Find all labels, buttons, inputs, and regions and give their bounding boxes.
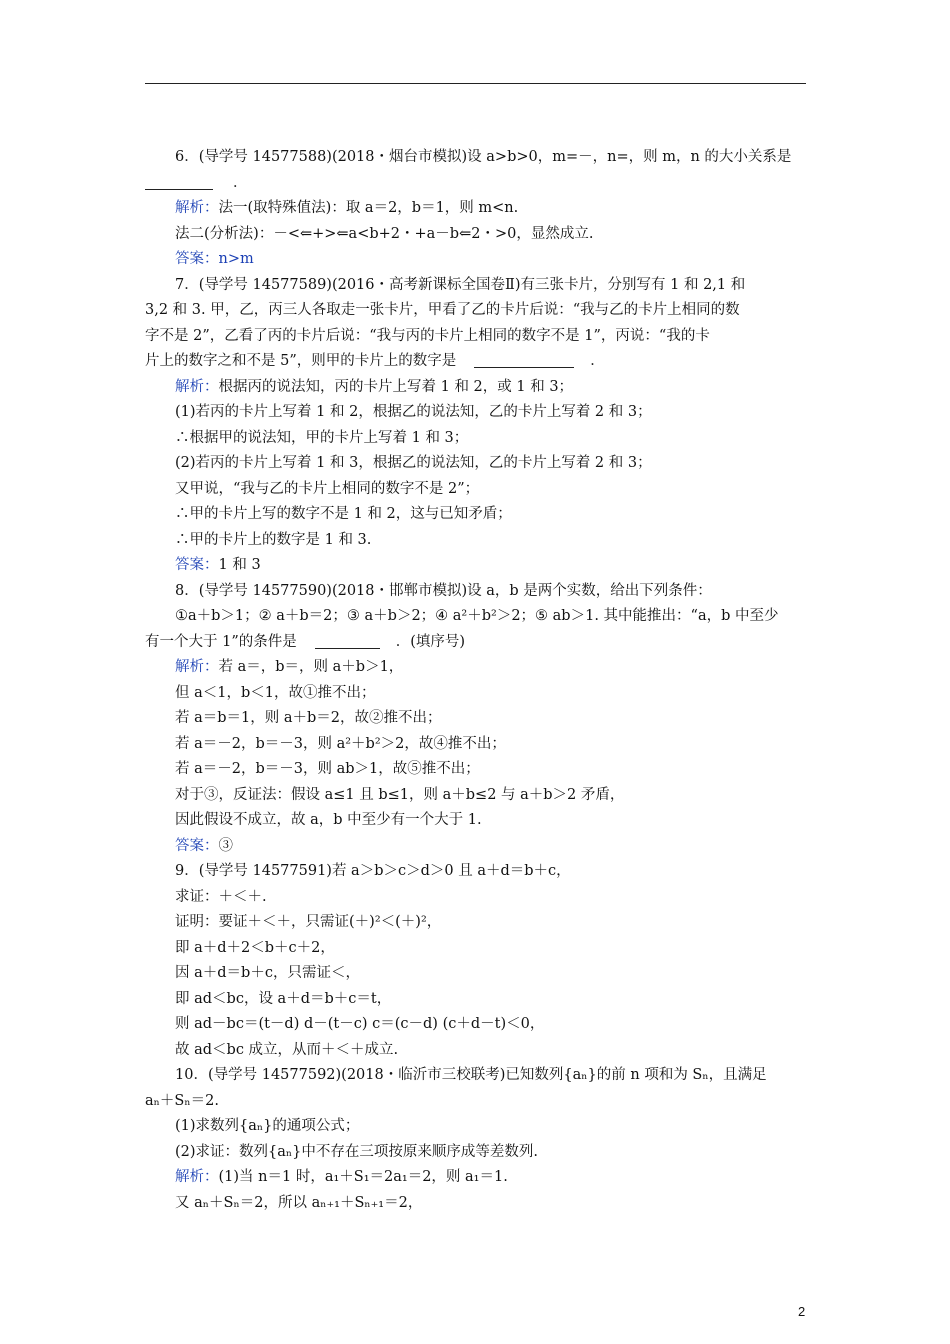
line-text: ∴甲的卡片上写的数字不是 1 和 2，这与已知矛盾； (175, 506, 512, 522)
line-text: ③ (218, 837, 233, 854)
line-text: 字不是 2”，乙看了丙的卡片后说：“我与丙的卡片上相同的数字不是 1”，丙说：“我的卡 (145, 327, 710, 344)
text-line (145, 757, 810, 783)
solution-line (145, 196, 810, 222)
text-line (145, 859, 810, 885)
text-line (145, 400, 810, 426)
line-text: ①a＋b＞1；② a＋b＝2；③ a＋b＞2；④ a²＋b²＞2；⑤ ab＞1. 其中能推出：“a，b 中至少 (175, 608, 779, 624)
text-line (145, 885, 810, 911)
line-text: aₙ＋Sₙ＝2. (145, 1092, 219, 1109)
text-line (145, 528, 810, 554)
answer-blank (474, 352, 574, 368)
line-text: 即 ad＜bc，设 a＋d＝b＋c＝t， (175, 990, 392, 1007)
line-text: 若 a＝，b＝，则 a＋b＞1， (218, 659, 404, 675)
text-line (145, 936, 810, 962)
line-text: 但 a＜1，b＜1，故①推不出； (175, 684, 376, 701)
line-text: 1 和 3 (218, 557, 261, 573)
line-text: 又 aₙ＋Sₙ＝2，所以 aₙ₊₁＋Sₙ₊₁＝2， (175, 1194, 423, 1211)
line-text: 证明：要证＋＜＋，只需证(＋)²＜(＋)²， (175, 914, 442, 930)
text-line (145, 451, 810, 477)
answer-blank (145, 174, 213, 190)
text-line (145, 1140, 810, 1166)
solution-line (145, 375, 810, 401)
line-text: 若 a＝－2，b＝－3，则 a²＋b²＞2，故④推不出； (175, 735, 506, 752)
line-text: 有一个大于 1”的条件是 (145, 633, 297, 650)
text-line (145, 630, 810, 656)
text-line (145, 145, 810, 171)
line-text: ∴甲的卡片上的数字是 1 和 3. (175, 531, 372, 548)
page-number: 2 (798, 1304, 806, 1319)
line-text: (1)若丙的卡片上写着 1 和 2，根据乙的说法知，乙的卡片上写着 2 和 3； (175, 404, 652, 420)
line-text: 片上的数字之和不是 5”，则甲的卡片上的数字是 (145, 353, 457, 369)
line-text: 即 a＋d＋2＜b＋c＋2， (175, 939, 335, 956)
line-text: 法二(分析法)：－<⇐+>⇐a<b+2・+a－b⇐2・>0，显然成立. (175, 225, 594, 242)
line-text: (2)若丙的卡片上写着 1 和 3，根据乙的说法知，乙的卡片上写着 2 和 3； (175, 455, 652, 471)
line-text: 法一(取特殊值法)：取 a＝2，b＝1，则 m<n. (218, 200, 519, 216)
line-text: 8．(导学号 14577590)(2018・邯郸市模拟)设 a，b 是两个实数，给出下列条件： (175, 582, 712, 599)
text-line (145, 1012, 810, 1038)
line-text: (1)求数列{aₙ}的通项公式； (175, 1118, 360, 1134)
section-label: 答案： (175, 837, 219, 854)
solution-line (145, 1165, 810, 1191)
text-line (145, 987, 810, 1013)
section-label: 解析： (175, 659, 219, 675)
section-label: 解析： (175, 1169, 219, 1185)
solution-line (145, 834, 810, 860)
text-line (145, 222, 810, 248)
text-line (145, 171, 810, 197)
text-line (145, 579, 810, 605)
line-text: 9．(导学号 14577591)若 a＞b＞c＞d＞0 且 a＋d＝b＋c， (175, 863, 571, 879)
text-line (145, 298, 810, 324)
line-text: 求证：＋＜＋. (175, 888, 267, 905)
text-line (145, 349, 810, 375)
text-line (145, 706, 810, 732)
line-text: 故 ad＜bc 成立，从而＋＜＋成立. (175, 1041, 399, 1058)
solution-line (145, 655, 810, 681)
line-text: n>m (218, 251, 254, 267)
text-line (145, 1063, 810, 1089)
text-line (145, 732, 810, 758)
line-text: 3,2 和 3. 甲，乙，丙三人各取走一张卡片，甲看了乙的卡片后说：“我与乙的卡片上相同的数 (145, 302, 740, 318)
header-rule (145, 83, 806, 84)
line-tail: ．(填序号) (395, 633, 466, 650)
text-line (145, 910, 810, 936)
line-text: 7．(导学号 14577589)(2016・高考新课标全国卷Ⅱ)有三张卡片，分别写有 1 和 2,1 和 (175, 276, 746, 293)
line-text: (1)当 n＝1 时，a₁＋S₁＝2a₁＝2，则 a₁＝1. (218, 1169, 508, 1185)
section-label: 解析： (175, 378, 219, 395)
text-line (145, 1191, 810, 1217)
text-line (145, 961, 810, 987)
line-text: 根据丙的说法知，丙的卡片上写着 1 和 2，或 1 和 3； (218, 378, 574, 395)
text-line (145, 273, 810, 299)
solution-line (145, 247, 810, 273)
line-tail: ． (590, 353, 605, 369)
line-text: 又甲说，“我与乙的卡片上相同的数字不是 2”； (175, 480, 480, 497)
solution-line (145, 553, 810, 579)
line-text: 6．(导学号 14577588)(2018・烟台市模拟)设 a>b>0，m=－，n=，则 m，n 的大小关系是 (175, 149, 792, 165)
text-line (145, 1089, 810, 1115)
line-text: 则 ad－bc＝(t－d) d－(t－c) c＝(c－d) (c＋d－t)＜0， (175, 1016, 545, 1032)
line-text: 10．(导学号 14577592)(2018・临沂市三校联考)已知数列{aₙ}的前 n 项和为 Sₙ，且满足 (175, 1067, 767, 1083)
text-line (145, 783, 810, 809)
line-text: 因此假设不成立，故 a，b 中至少有一个大于 1. (175, 812, 482, 828)
document-body (145, 145, 810, 1216)
text-line (145, 426, 810, 452)
text-line (145, 681, 810, 707)
answer-blank (315, 633, 380, 649)
text-line (145, 1114, 810, 1140)
line-text: 若 a＝b＝1，则 a＋b＝2，故②推不出； (175, 710, 442, 726)
line-text: 若 a＝－2，b＝－3，则 ab＞1，故⑤推不出； (175, 761, 480, 777)
line-text: ． (233, 174, 248, 191)
line-text: 对于③，反证法：假设 a≤1 且 b≤1，则 a＋b≤2 与 a＋b＞2 矛盾， (175, 786, 625, 803)
text-line (145, 808, 810, 834)
line-text: (2)求证：数列{aₙ}中不存在三项按原来顺序成等差数列. (175, 1143, 539, 1160)
text-line (145, 477, 810, 503)
line-text: ∴根据甲的说法知，甲的卡片上写着 1 和 3； (175, 429, 469, 446)
text-line (145, 604, 810, 630)
section-label: 解析： (175, 200, 219, 216)
text-line (145, 502, 810, 528)
text-line (145, 1038, 810, 1064)
text-line (145, 324, 810, 350)
section-label: 答案： (175, 557, 219, 573)
line-text: 因 a＋d＝b＋c，只需证＜， (175, 965, 360, 981)
section-label: 答案： (175, 251, 219, 267)
